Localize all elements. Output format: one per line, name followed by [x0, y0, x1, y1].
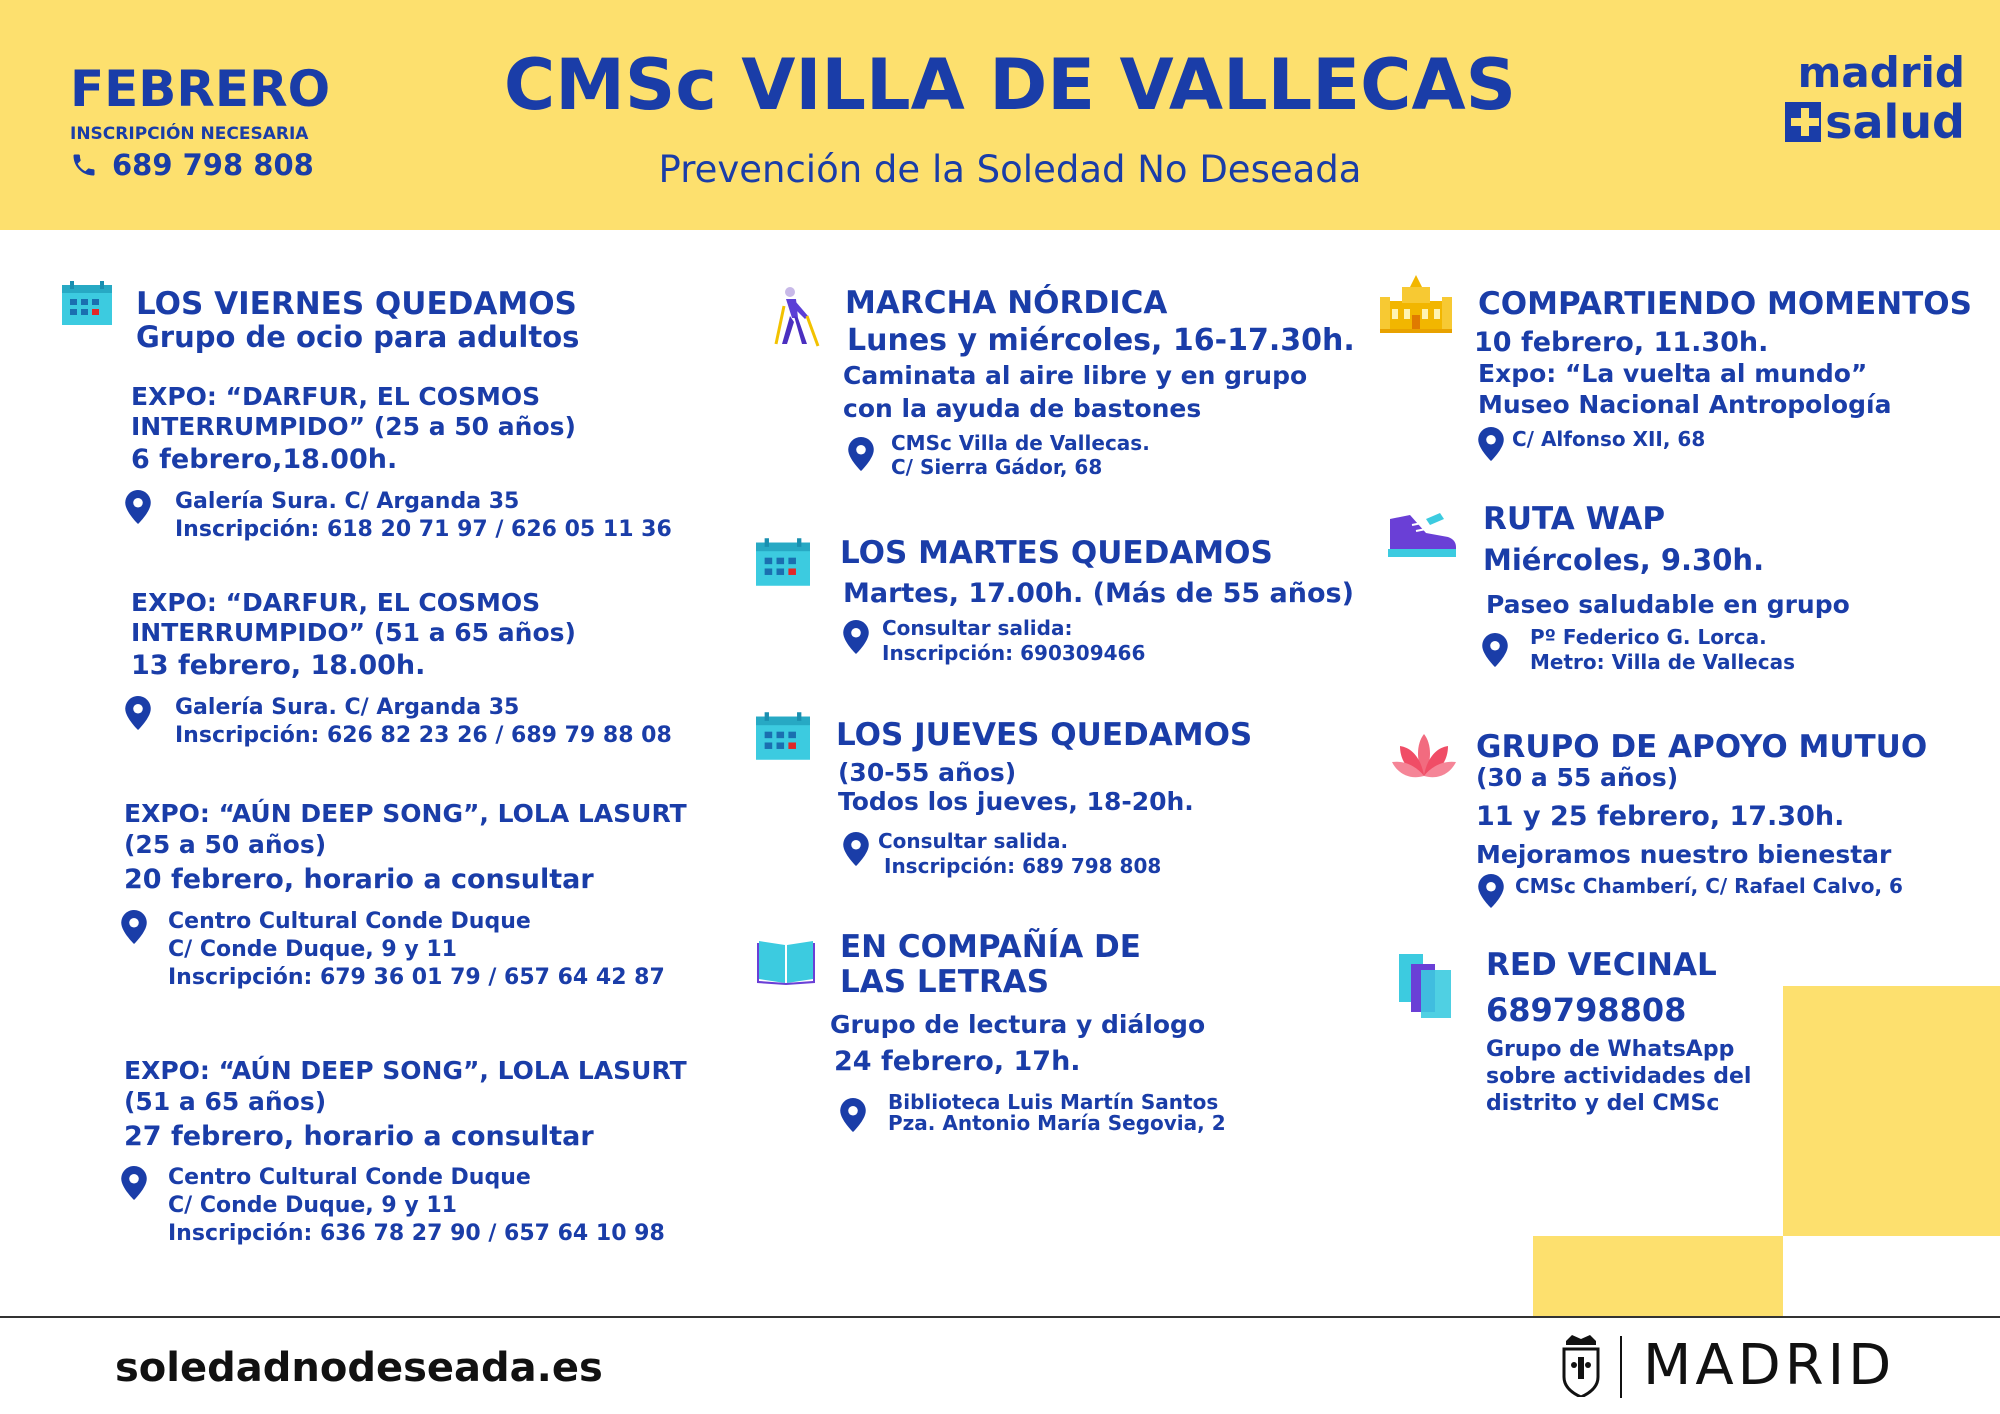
- expo-registration: Inscripción: 626 82 23 26 / 689 79 88 08: [175, 723, 672, 748]
- expo-date: 13 febrero, 18.00h.: [131, 650, 426, 681]
- expo-location: Centro Cultural Conde Duque: [168, 1165, 531, 1190]
- expo-line1: EXPO: “DARFUR, EL COSMOS: [131, 588, 541, 617]
- event-desc: distrito y del CMSc: [1486, 1091, 1720, 1116]
- expo-line2: INTERRUMPIDO” (51 a 65 años): [131, 618, 576, 647]
- decor-block: [1783, 986, 2000, 1236]
- footer-separator: [1620, 1336, 1622, 1398]
- event-age: (30-55 años): [838, 758, 1017, 787]
- expo-line2: INTERRUMPIDO” (25 a 50 años): [131, 412, 576, 441]
- expo-date: 6 febrero,18.00h.: [131, 444, 398, 475]
- event-location: CMSc Chamberí, C/ Rafael Calvo, 6: [1515, 874, 1903, 898]
- footer-brand: MADRID: [1643, 1333, 1896, 1398]
- location-pin-icon: [1478, 427, 1504, 461]
- calendar-icon: [756, 712, 810, 760]
- page-title: CMSc VILLA DE VALLECAS: [503, 44, 1517, 126]
- expo-line2: (51 a 65 años): [124, 1087, 327, 1116]
- event-title: RUTA WAP: [1483, 501, 1666, 537]
- location-pin-icon: [125, 490, 151, 524]
- event-title-cont: LAS LETRAS: [840, 964, 1050, 1000]
- palace-icon: [1380, 275, 1452, 333]
- event-schedule: Martes, 17.00h. (Más de 55 años): [843, 578, 1354, 609]
- location-pin-icon: [848, 437, 874, 471]
- event-schedule: Miércoles, 9.30h.: [1483, 543, 1765, 577]
- page-subtitle: Prevención de la Soledad No Deseada: [658, 148, 1362, 191]
- logo-line1: madrid: [1797, 48, 1965, 97]
- event-viernes: [136, 287, 579, 354]
- event-title: MARCHA NÓRDICA: [845, 285, 1168, 321]
- expo-registration: Inscripción: 679 36 01 79 / 657 64 42 87: [168, 965, 665, 990]
- calendar-icon: [62, 281, 112, 325]
- event-desc: Caminata al aire libre y en grupo: [843, 361, 1308, 390]
- calendar-icon: [756, 538, 810, 586]
- event-title: LOS JUEVES QUEDAMOS: [836, 717, 1253, 753]
- location-pin-icon: [1478, 874, 1504, 908]
- decor-block: [1533, 1236, 1783, 1316]
- event-registration: Inscripción: 690309466: [882, 641, 1146, 665]
- event-desc: Paseo saludable en grupo: [1486, 590, 1850, 619]
- month-label: FEBRERO: [70, 60, 331, 118]
- phones-icon: [1397, 952, 1457, 1020]
- event-desc: Expo: “La vuelta al mundo”: [1478, 359, 1868, 388]
- phone-icon: [70, 151, 98, 179]
- event-dates: 11 y 25 febrero, 17.30h.: [1476, 801, 1845, 832]
- madrid-salud-logo: [1785, 50, 1965, 148]
- location-pin-icon: [1482, 633, 1508, 667]
- event-desc: Museo Nacional Antropología: [1478, 390, 1892, 419]
- location-pin-icon: [121, 910, 147, 944]
- header-phone[interactable]: [70, 148, 314, 182]
- expo-registration: Inscripción: 618 20 71 97 / 626 05 11 36: [175, 517, 672, 542]
- event-registration: Inscripción: 689 798 808: [884, 854, 1162, 878]
- event-desc: sobre actividades del: [1486, 1064, 1752, 1089]
- expo-registration: Inscripción: 636 78 27 90 / 657 64 10 98: [168, 1221, 665, 1246]
- location-pin-icon: [843, 832, 869, 866]
- event-desc: con la ayuda de bastones: [843, 394, 1202, 423]
- expo-line1: EXPO: “AÚN DEEP SONG”, LOLA LASURT: [124, 1056, 687, 1085]
- event-title: LOS VIERNES QUEDAMOS: [136, 286, 577, 322]
- event-desc: Mejoramos nuestro bienestar: [1476, 840, 1892, 869]
- event-age: (30 a 55 años): [1476, 763, 1679, 792]
- event-desc: Grupo de WhatsApp: [1486, 1037, 1735, 1062]
- logo-line2: salud: [1825, 95, 1965, 149]
- event-location: C/ Alfonso XII, 68: [1512, 427, 1706, 451]
- event-title: EN COMPAÑÍA DE: [840, 929, 1141, 965]
- event-location: Pº Federico G. Lorca.: [1530, 625, 1767, 649]
- expo-location: Galería Sura. C/ Arganda 35: [175, 695, 520, 720]
- event-date: 24 febrero, 17h.: [834, 1046, 1081, 1077]
- event-location: Consultar salida.: [878, 829, 1069, 853]
- event-location: Biblioteca Luis Martín Santos: [888, 1090, 1219, 1114]
- lotus-icon: [1392, 732, 1456, 782]
- registration-note: INSCRIPCIÓN NECESARIA: [70, 124, 309, 144]
- plus-icon: [1785, 102, 1821, 142]
- book-icon: [757, 937, 815, 985]
- expo-address: C/ Conde Duque, 9 y 11: [168, 937, 457, 962]
- event-location: CMSc Villa de Vallecas.: [891, 431, 1150, 455]
- event-location: Consultar salida:: [882, 616, 1073, 640]
- event-title: GRUPO DE APOYO MUTUO: [1476, 729, 1928, 765]
- madrid-crest-icon: [1560, 1335, 1602, 1397]
- expo-line2: (25 a 50 años): [124, 830, 327, 859]
- location-pin-icon: [843, 620, 869, 654]
- location-pin-icon: [840, 1098, 866, 1132]
- expo-line1: EXPO: “DARFUR, EL COSMOS: [131, 382, 541, 411]
- footer-divider: [0, 1316, 2000, 1318]
- event-address: Metro: Villa de Vallecas: [1530, 650, 1795, 674]
- event-title: LOS MARTES QUEDAMOS: [840, 535, 1273, 571]
- sneaker-icon: [1386, 509, 1458, 559]
- event-address: Pza. Antonio María Segovia, 2: [888, 1111, 1226, 1135]
- event-desc: Grupo de lectura y diálogo: [830, 1010, 1206, 1039]
- expo-location: Galería Sura. C/ Arganda 35: [175, 489, 520, 514]
- expo-date: 27 febrero, horario a consultar: [124, 1121, 594, 1152]
- event-title: RED VECINAL: [1486, 947, 1717, 983]
- header-phone-number: 689 798 808: [112, 148, 314, 182]
- event-phone[interactable]: 689798808: [1486, 991, 1687, 1029]
- event-title: COMPARTIENDO MOMENTOS: [1478, 286, 1972, 322]
- expo-date: 20 febrero, horario a consultar: [124, 864, 594, 895]
- event-schedule: Lunes y miércoles, 16-17.30h.: [847, 323, 1355, 358]
- expo-address: C/ Conde Duque, 9 y 11: [168, 1193, 457, 1218]
- event-date: 10 febrero, 11.30h.: [1474, 327, 1769, 358]
- expo-location: Centro Cultural Conde Duque: [168, 909, 531, 934]
- walker-icon: [770, 286, 822, 348]
- event-schedule: Todos los jueves, 18-20h.: [838, 787, 1194, 816]
- footer-website[interactable]: soledadnodeseada.es: [115, 1345, 603, 1391]
- event-address: C/ Sierra Gádor, 68: [891, 455, 1103, 479]
- expo-line1: EXPO: “AÚN DEEP SONG”, LOLA LASURT: [124, 799, 687, 828]
- location-pin-icon: [125, 696, 151, 730]
- location-pin-icon: [121, 1166, 147, 1200]
- event-subtitle: Grupo de ocio para adultos: [136, 320, 580, 354]
